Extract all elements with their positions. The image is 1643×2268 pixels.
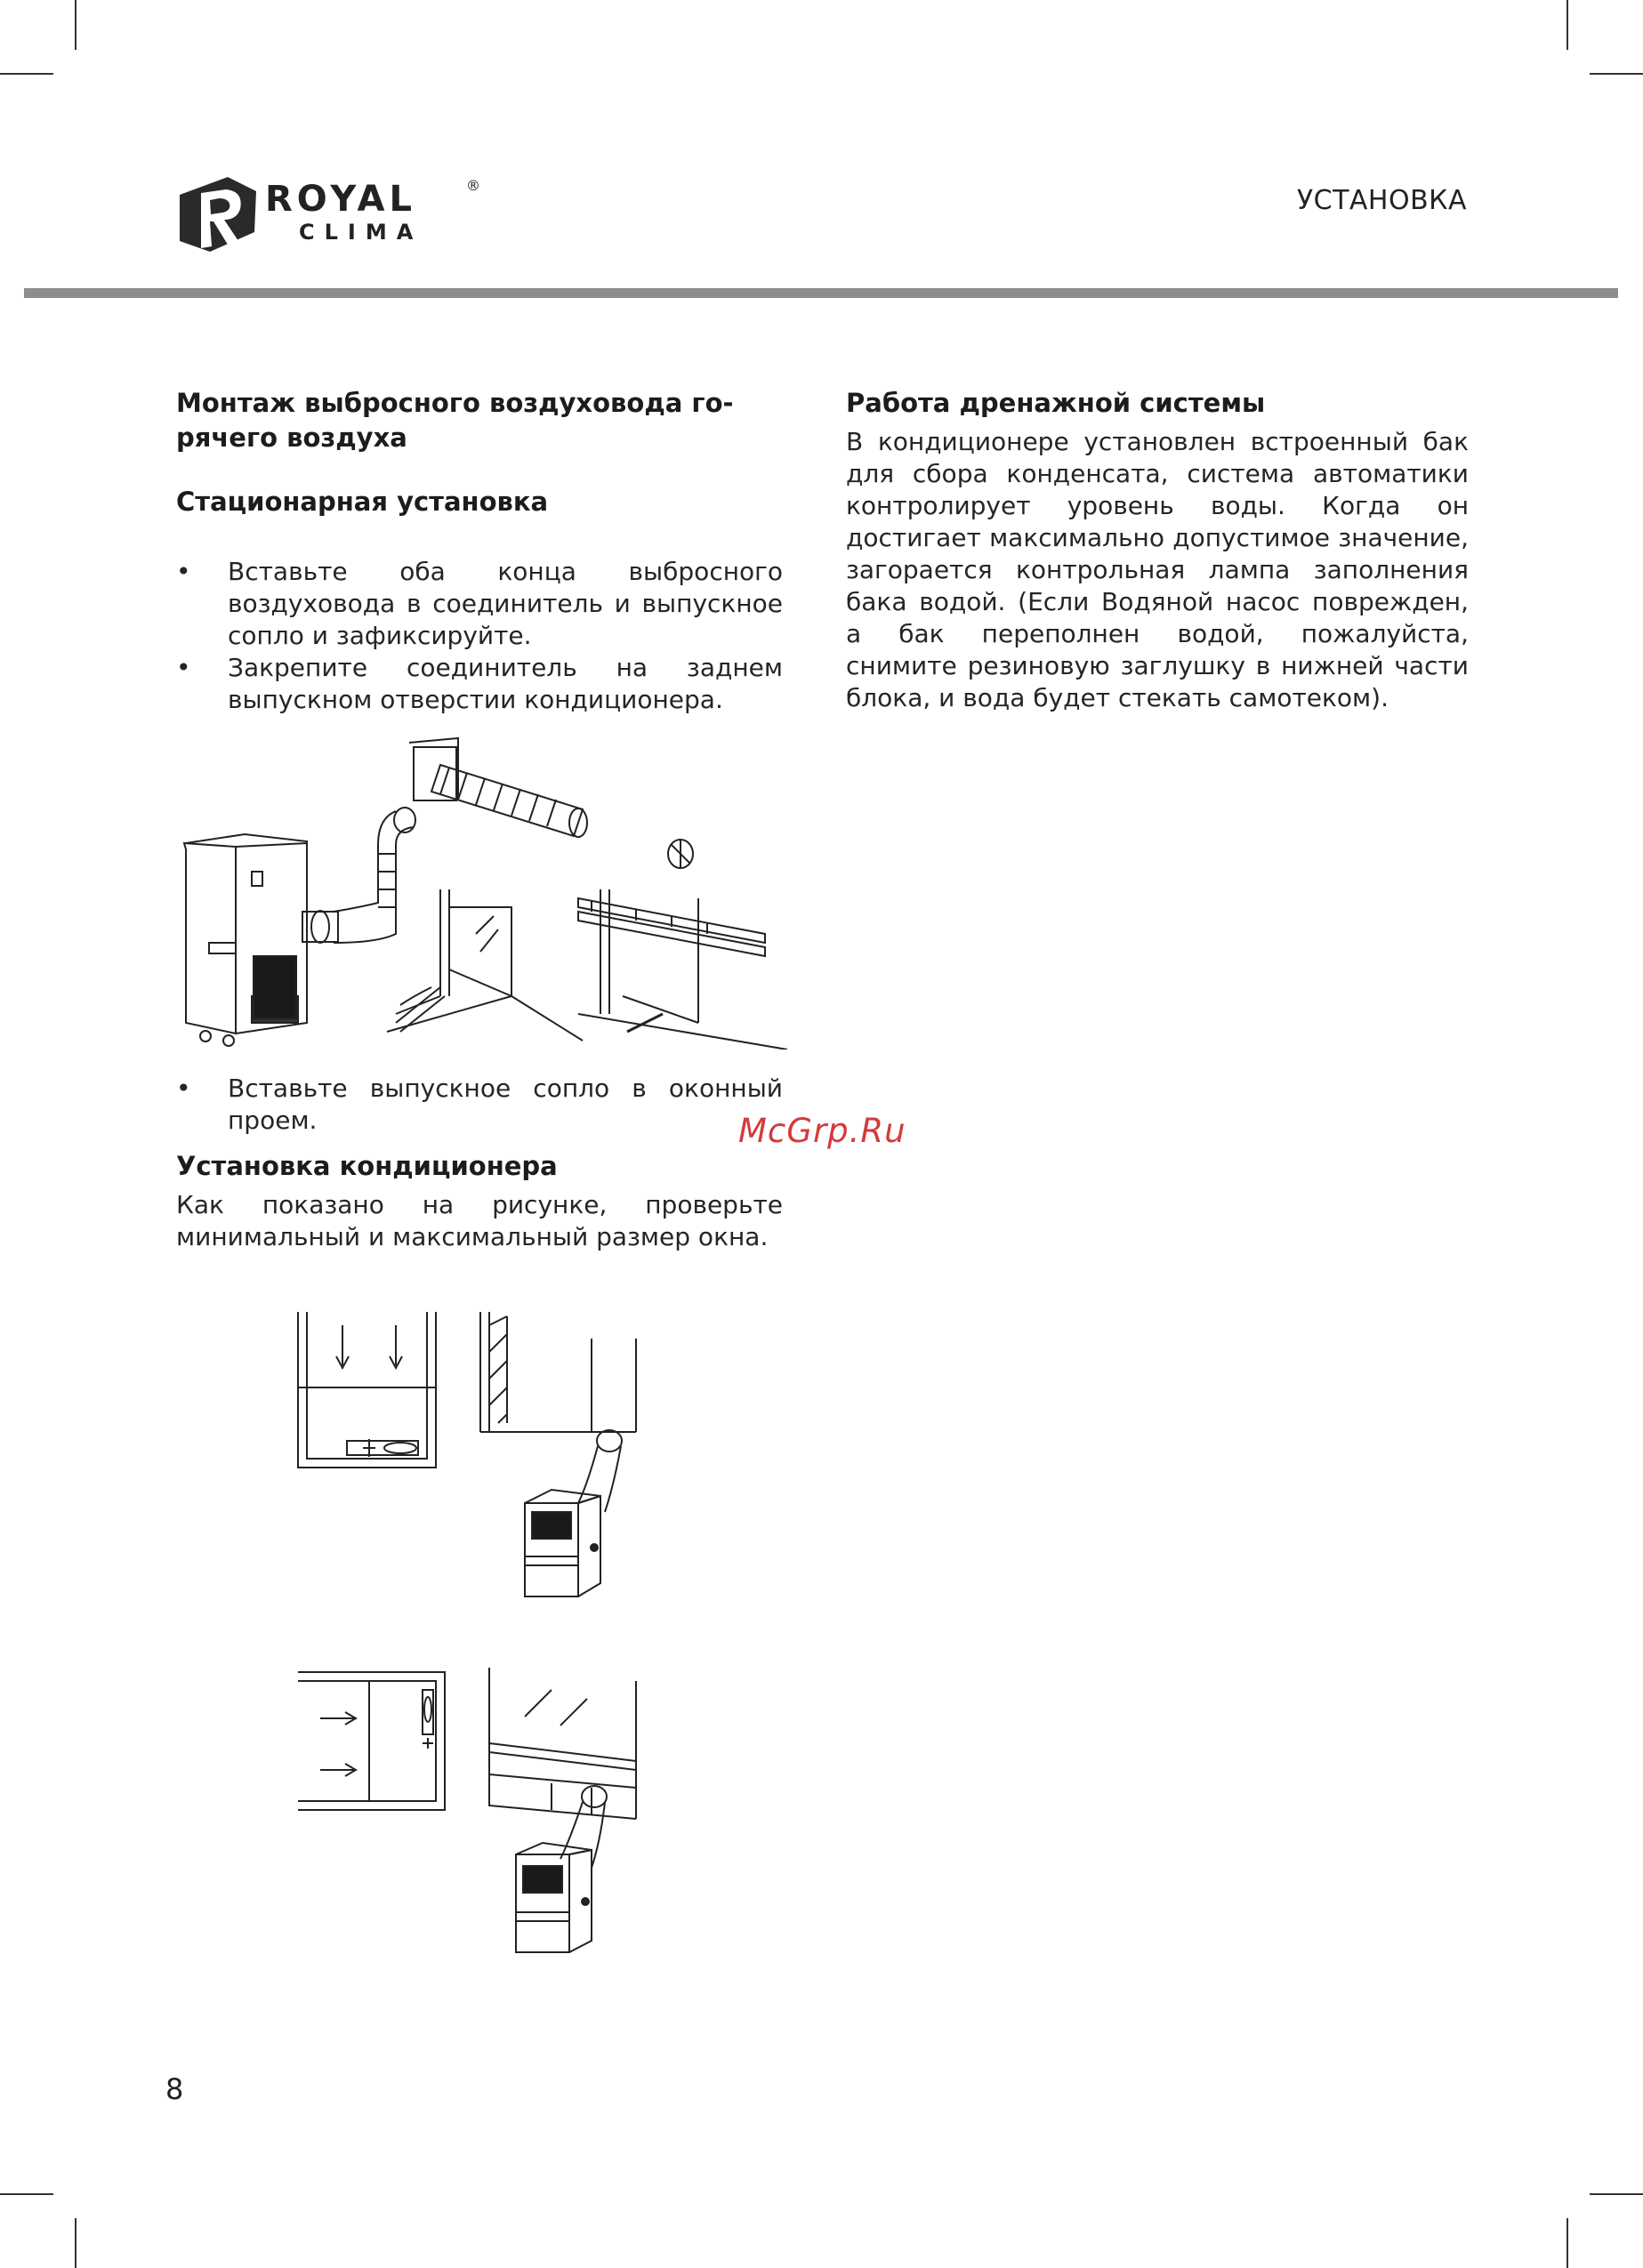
heading-stationary: Стационарная установка [176, 487, 549, 517]
bullet-list-top [176, 556, 783, 716]
section-title: УСТАНОВКА [1296, 185, 1467, 216]
watermark: McGrp.Ru [738, 1112, 906, 1150]
list-item: • Вставьте оба конца выбросного воздуховода в соединитель и выпускное сопло и зафиксируйте. [176, 557, 783, 650]
header-divider [24, 288, 1618, 298]
heading-duct-installation: Монтаж выбросного воздуховода го- рячего воздуха [176, 388, 734, 453]
vertical-window-figure [285, 1299, 658, 1601]
brand-emblem-icon [174, 175, 260, 255]
horizontal-window-figure [285, 1663, 658, 1974]
duct-installation-figure [173, 729, 796, 1050]
right-column [846, 386, 1469, 714]
crop-mark [75, 0, 77, 50]
brand-name: ROYAL [265, 179, 416, 220]
crop-mark [1566, 2218, 1568, 2268]
install-text: Как показано на рисунке, проверьте минимальный и максимальный размер окна. [176, 1190, 783, 1251]
heading-drain-system: Работа дренажной системы [846, 388, 1266, 418]
crop-mark [1590, 2193, 1643, 2195]
crop-mark [1590, 73, 1643, 75]
crop-mark [0, 73, 53, 75]
list-item: • Закрепите соединитель на заднем выпускном отверстии кондиционера. [176, 653, 783, 714]
page-number: 8 [165, 2072, 184, 2106]
brand-logo [174, 175, 495, 255]
crop-mark [75, 2218, 77, 2268]
drain-text: В кондиционере установлен встроенный бак для сбора конденсата, система автоматики контролирует уровень воды. Когда он достигает максимально допустимое значение, загорается контрольная лампа заполнения бака водой. (Если Водяной насос поврежден, а бак переполнен водой, пожалуйста, снимите резиновую заглушку в нижней части блока, и вода будет стекать самотеком). [846, 427, 1469, 712]
crop-mark [0, 2193, 53, 2195]
left-column-mid [176, 1073, 783, 1253]
list-item: • Вставьте выпускное сопло в оконный проем. [176, 1074, 783, 1135]
heading-ac-installation: Установка кондиционера [176, 1151, 558, 1181]
crop-mark [1566, 0, 1568, 50]
brand-subname: CLIMA [299, 220, 423, 245]
left-column [176, 386, 783, 716]
registered-mark: ® [466, 177, 480, 194]
